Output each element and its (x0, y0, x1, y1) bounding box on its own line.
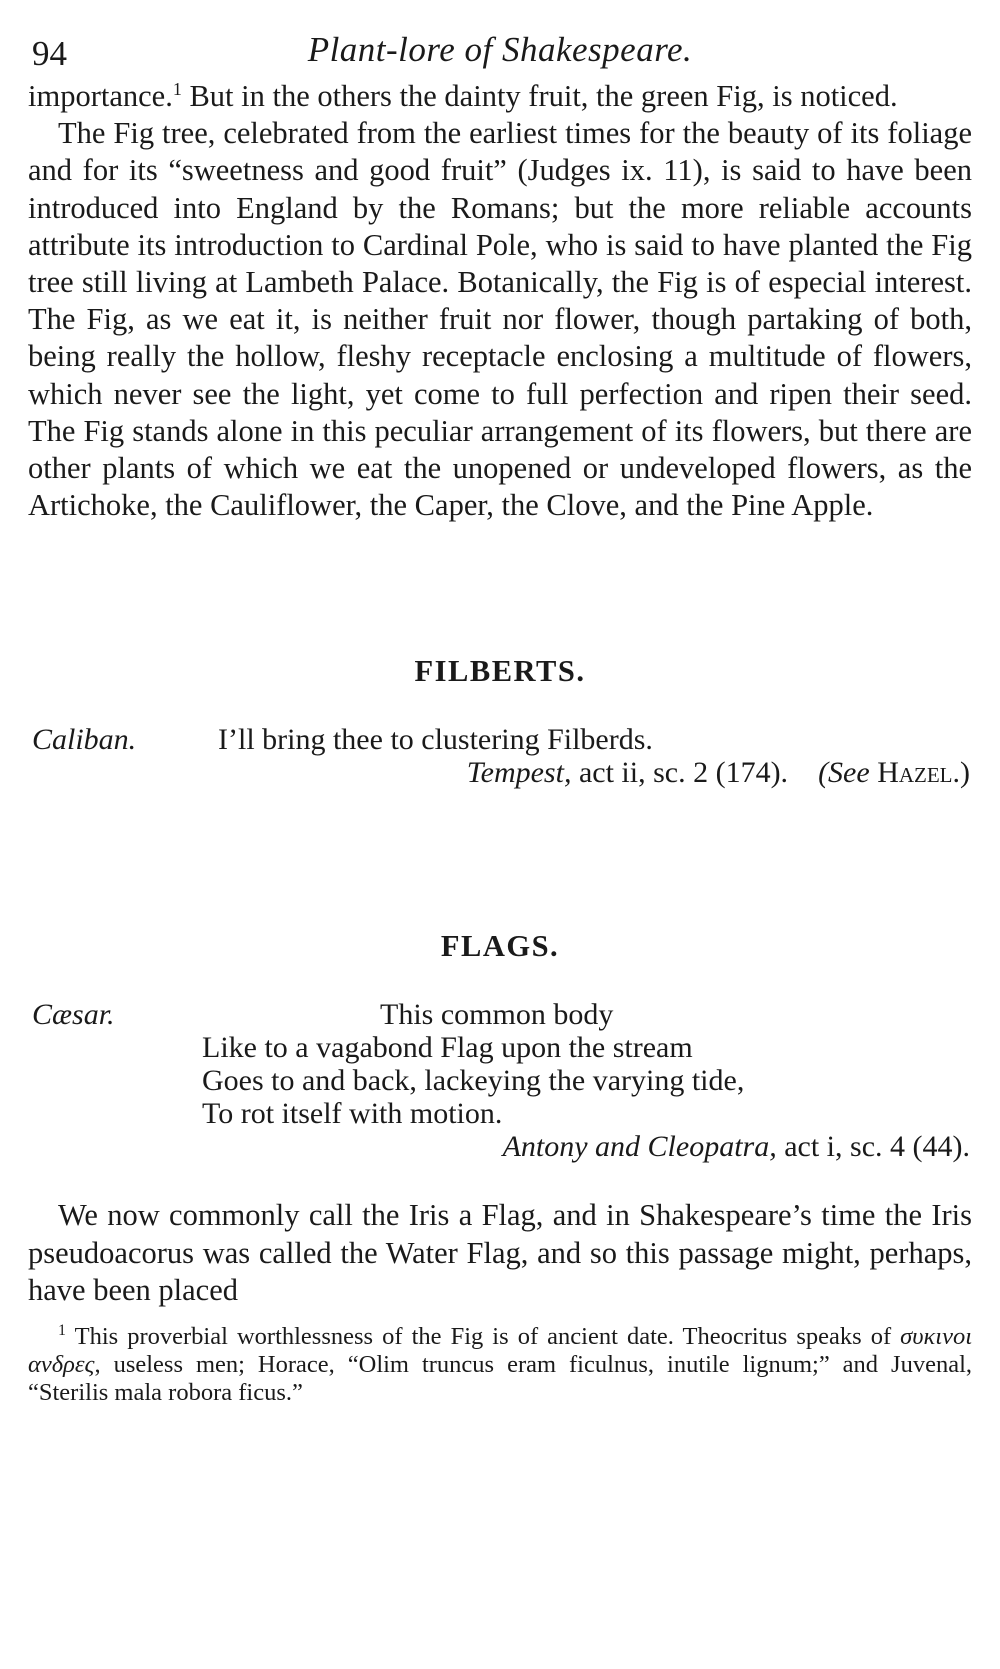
quote-citation (202, 1130, 972, 1163)
footnote-text: This proverbial worthlessness of the Fig is of ancient date. Theocritus speaks of (66, 1323, 901, 1351)
fig-paragraph: The Fig tree, celebrated from the earliest times for the beauty of its foliage and for its “sweetness and good fruit” (Judges ix. 11), is said to have been introduced into England by the Romans; but the more reliable accounts attribute its introduction to Cardinal Pole, who is said to have planted the Fig tree still living at Lambeth Palace. Botanically, the Fig is of especial interest. The Fig, as we eat it, is neither fruit nor flower, though partaking of both, being really the hollow, fleshy receptacle enclosing a multitude of flowers, which never see the light, yet come to full perfection and ripen their seed. The Fig stands alone in this peculiar arrangement of its flowers, but there are other plants of which we eat the unopened or undeveloped flowers, as the Artichoke, the Cauliflower, the Caper, the Clove, and the Pine Apple. (28, 116, 972, 523)
footnote (28, 1323, 972, 1407)
footnote-greek: συκινοι ανδρες (28, 1323, 972, 1379)
quote-citation (218, 756, 972, 789)
filberts-quotation (28, 723, 972, 789)
page-header (28, 26, 972, 78)
see-target: Hazel.) (877, 756, 970, 790)
fig-paragraph-rest: But in the others the dainty fruit, the green Fig, is noticed. (181, 79, 898, 113)
running-title: Plant-lore of Shakespeare. (307, 30, 693, 69)
citation-work: Tempest, (466, 756, 572, 790)
flags-quotation (28, 998, 972, 1163)
quote-line: Goes to and back, lackeying the varying tide, (202, 1064, 745, 1098)
book-page (28, 26, 972, 1407)
see-label: (See (818, 756, 870, 790)
quote-lines (202, 998, 972, 1163)
section-title-flags: FLAGS. (440, 929, 560, 964)
footnote-reference: 1 (172, 78, 182, 99)
citation-reference: act ii, sc. 2 (174). (571, 756, 789, 790)
quote-line: I’ll bring thee to clustering Filberds. (218, 723, 653, 757)
fig-paragraph-continued (28, 78, 972, 115)
citation-work: Antony and Cleopatra, (502, 1130, 777, 1164)
flags-paragraph: We now commonly call the Iris a Flag, and in Shakespeare’s time the Iris pseudoacorus was called the Water Flag, and so this passage might, perhaps, have been placed (28, 1198, 972, 1307)
section-title-filberts: FILBERTS. (414, 654, 586, 689)
page-number: 94 (32, 34, 67, 73)
quote-speaker: Cæsar. (32, 998, 115, 1032)
footnote-mark: 1 (58, 1321, 66, 1339)
quote-speaker: Caliban. (32, 723, 137, 757)
quote-line: Like to a vagabond Flag upon the stream (202, 1031, 693, 1065)
quote-line: To rot itself with motion. (202, 1097, 503, 1131)
footnote-text-end: , useless men; Horace, “Olim truncus eram ficulnus, inutile lignum;” and Juvenal, “Sterilis mala robora ficus.” (28, 1351, 972, 1407)
quote-line: This common body (380, 998, 614, 1032)
citation-reference: act i, sc. 4 (44). (776, 1130, 970, 1164)
fig-paragraph-start: importance. (28, 79, 173, 113)
quote-lines (218, 723, 972, 789)
